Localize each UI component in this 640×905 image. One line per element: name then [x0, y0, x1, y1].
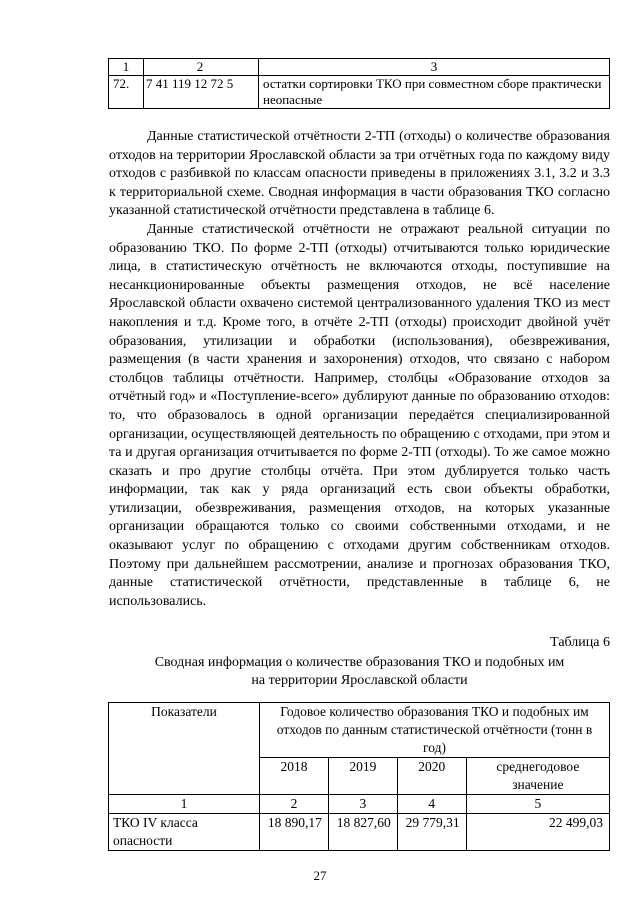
group-header: Годовое количество образования ТКО и подобных им отходов по данным статистической отчётности (тонн в год)	[260, 703, 610, 758]
header-cell-1: 1	[109, 59, 144, 76]
value-2018: 18 890,17	[260, 814, 329, 851]
waste-description: остатки сортировки ТКО при совместном сборе практически неопасные	[259, 76, 610, 109]
col-number-2: 2	[260, 795, 329, 814]
table-row	[109, 76, 610, 109]
table-title-line-1: Сводная информация о количестве образования ТКО и подобных им	[154, 655, 565, 670]
header-cell-3: 3	[259, 59, 610, 76]
paragraph-2: Данные статистической отчётности не отражают реальной ситуации по образованию ТКО. По форме 2-ТП (отходы) отчитываются только юридические лица, в статистическую отчётность не включаются отходы, поступившие на несанкционированные объекты размещения отходов, не всё население Ярославской области охвачено системой централизованного удаления ТКО из мест накопления и т.д. Кроме того, в отчёте 2-ТП (отходы) происходит двойной учёт образования, утилизации и обработки (использования), обезвреживания, размещения (в части хранения и захоронения) отходов, что связано с набором столбцов таблицы отчётности. Например, столбцы «Образование отходов за отчётный год» и «Поступление-всего» дублируют данные по образованию отходов: то, что образовалось в одной организации передаётся специализированной организации, осуществляющей деятельность по обращению с отходами, при этом и та и другая организация отчитывается по форме 2-ТП (отходы). То же самое можно сказать и про другие столбцы отчёта. При этом дублируется только часть информации, так как у ряда организаций есть свои объекты обработки, утилизации, обезвреживания, размещения отходов, на которых указанные организации обращаются только со своими собственными отходами, и не оказывают услуг по обращению с отходами другим собственникам отходов. Поэтому при дальнейшем рассмотрении, анализе и прогнозах образования ТКО, данные статистической отчётности, представленные в таблице 6, не использовались.	[109, 221, 610, 609]
page-number: 27	[313, 868, 327, 883]
value-average: 22 499,03	[466, 814, 609, 851]
row-label: ТКО IV класса опасности	[109, 814, 260, 851]
waste-code: 7 41 119 12 72 5	[144, 76, 259, 109]
table-row	[109, 814, 610, 851]
value-2019: 18 827,60	[328, 814, 397, 851]
table-title	[109, 654, 610, 690]
col-number-4: 4	[397, 795, 466, 814]
year-2020-header: 2020	[397, 758, 466, 795]
paragraph-1: Данные статистической отчётности 2-ТП (отходы) о количестве образования отходов на территории Ярославской области за три отчётных года по каждому виду отходов с разбивкой по классам опасности приведены в приложениях 3.1, 3.2 и 3.3 к территориальной схеме. Сводная информация в части образования ТКО согласно указанной статистической отчётности представлена в таблице 6.	[109, 129, 610, 219]
value-2020: 29 779,31	[397, 814, 466, 851]
average-header: среднегодовое значение	[466, 758, 609, 795]
indicator-header: Показатели	[109, 703, 260, 795]
col-number-1: 1	[109, 795, 260, 814]
table-number: Таблица 6	[550, 635, 610, 650]
col-number-5: 5	[466, 795, 609, 814]
body-text	[109, 128, 610, 611]
row-number: 72.	[109, 76, 144, 109]
col-number-3: 3	[328, 795, 397, 814]
year-2018-header: 2018	[260, 758, 329, 795]
waste-classifier-table	[108, 58, 610, 109]
table-title-line-2: на территории Ярославской области	[251, 673, 468, 688]
year-2019-header: 2019	[328, 758, 397, 795]
tko-summary-table	[108, 702, 610, 851]
header-cell-2: 2	[144, 59, 259, 76]
table-header-row	[109, 59, 610, 76]
table-header-row	[109, 703, 610, 758]
column-number-row	[109, 795, 610, 814]
